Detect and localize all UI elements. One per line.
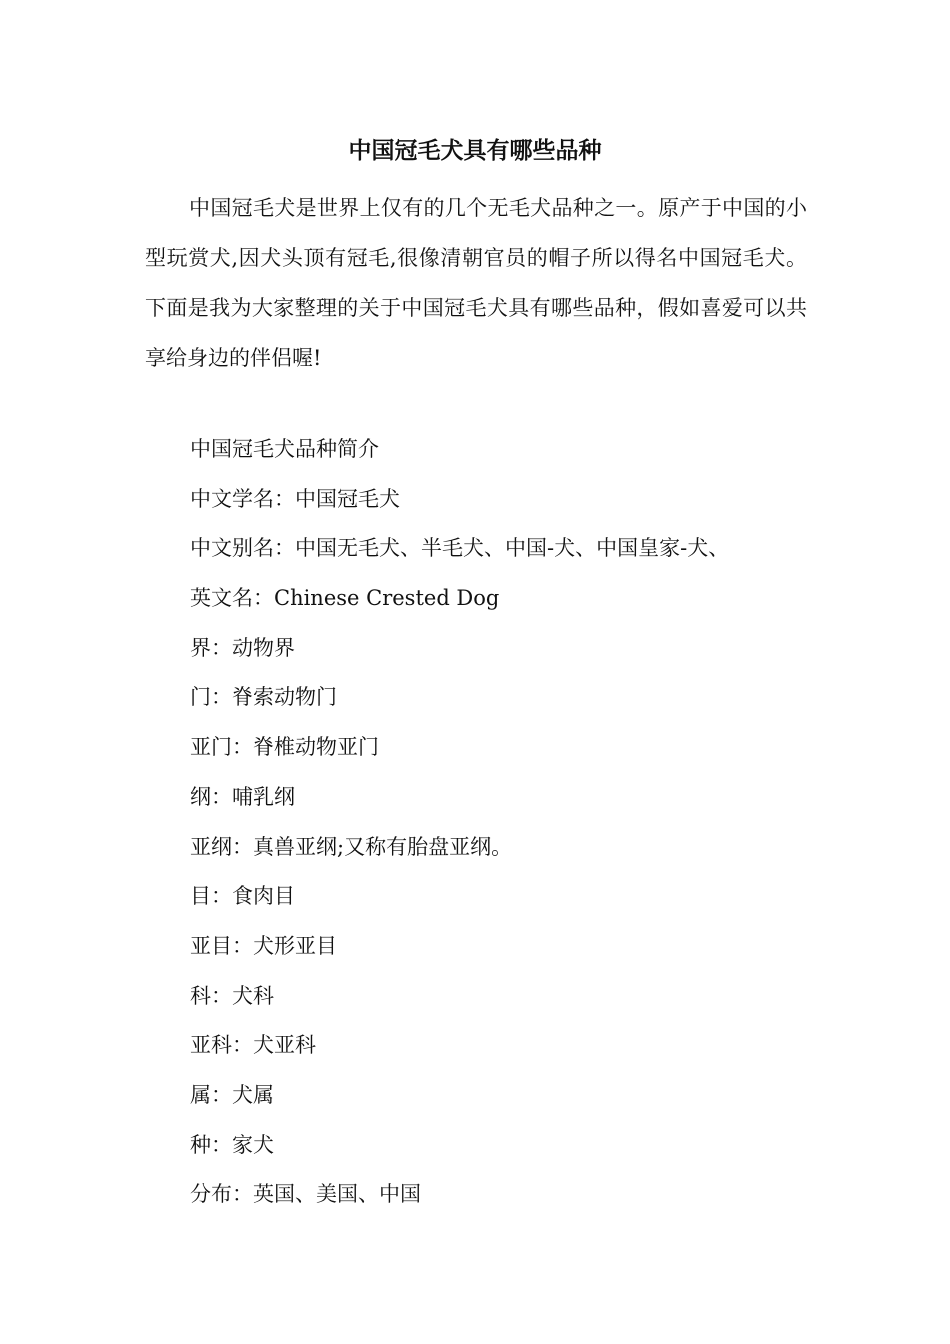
info-line-kingdom: 界：动物界: [190, 635, 295, 660]
info-line-chinese-name: 中文学名：中国冠毛犬: [190, 486, 400, 511]
document-title: 中国冠毛犬具有哪些品种: [348, 137, 602, 164]
info-line-family: 科：犬科: [190, 983, 274, 1008]
info-line-distribution: 分布：英国、美国、中国: [190, 1182, 421, 1207]
info-line-english-name: 英文名：Chinese Crested Dog: [190, 586, 500, 611]
info-line-phylum: 门：脊索动物门: [190, 685, 337, 710]
info-line-subphylum: 亚门：脊椎动物亚门: [190, 735, 379, 760]
breed-info-list: [190, 425, 830, 1220]
info-line-order: 目：食肉目: [190, 884, 295, 909]
intro-paragraph: 中国冠毛犬是世界上仅有的几个无毛犬品种之一。原产于中国的小型玩赏犬,因犬头顶有冠毛,很像清朝官员的帽子所以得名中国冠毛犬。下面是我为大家整理的关于中国冠毛犬具有哪些品种，假如喜爱可以共享给身边的伴侣喔!: [145, 196, 807, 370]
info-line-aliases: 中文别名：中国无毛犬、半毛犬、中国-犬、中国皇家-犬、: [190, 536, 730, 561]
info-line-class: 纲：哺乳纲: [190, 784, 295, 809]
info-line-subfamily: 亚科：犬亚科: [190, 1033, 316, 1058]
info-heading: 中国冠毛犬品种简介: [190, 437, 379, 461]
info-line-suborder: 亚目：犬形亚目: [190, 933, 337, 958]
info-line-species: 种：家犬: [190, 1132, 274, 1157]
info-line-genus: 属：犬属: [190, 1082, 274, 1107]
info-line-subclass: 亚纲：真兽亚纲;又称有胎盘亚纲。: [190, 834, 513, 859]
